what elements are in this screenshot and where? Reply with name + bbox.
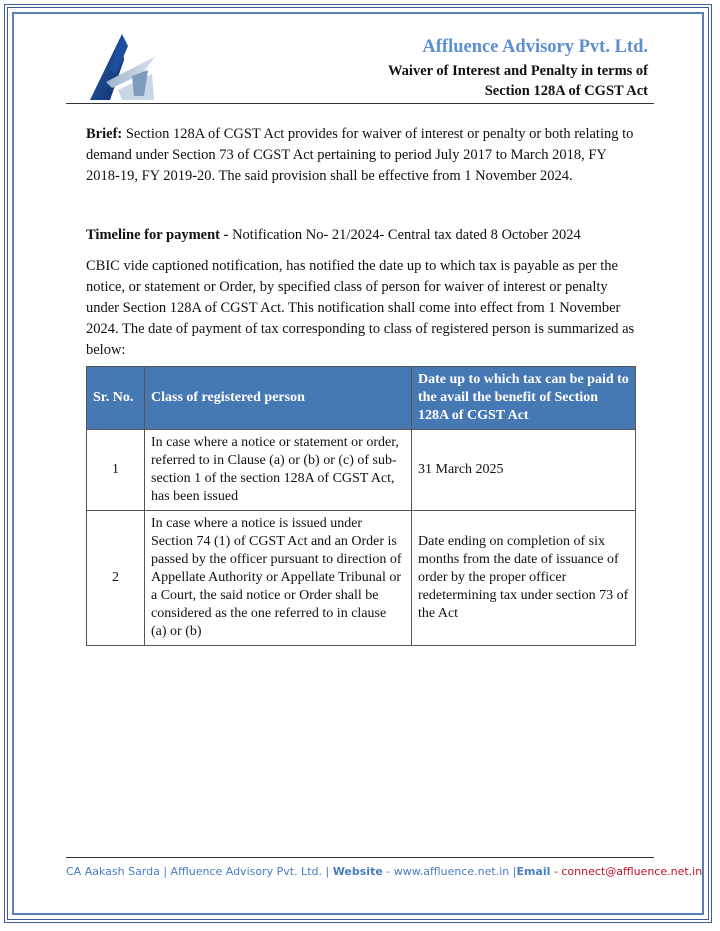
table-row <box>87 430 636 511</box>
brief-paragraph <box>86 124 636 187</box>
payment-dates-table <box>86 366 636 646</box>
row-sr-no: 2 <box>87 511 145 646</box>
header-divider <box>66 103 654 104</box>
table-header-row <box>87 367 636 430</box>
company-name: Affluence Advisory Pvt. Ltd. <box>422 37 648 57</box>
document-title-line2: Section 128A of CGST Act <box>484 83 648 99</box>
document-title <box>388 61 648 101</box>
triangle-logo-icon <box>82 30 162 102</box>
footer-website-label: Website <box>332 865 383 878</box>
brief-label: Brief: <box>86 126 123 142</box>
footer-name: CA Aakash Sarda | Affluence Advisory Pvt. Ltd. | <box>66 865 333 878</box>
timeline-label: Timeline for payment - <box>86 227 233 243</box>
timeline-text: Notification No- 21/2024- Central tax dated 8 October 2024 <box>232 227 581 243</box>
footer-website-link[interactable]: - www.affluence.net.in | <box>382 865 517 878</box>
header-date: Date up to which tax can be paid to the avail the benefit of Section 128A of CGST Act <box>412 367 636 430</box>
row-class: In case where a notice is issued under Section 74 (1) of CGST Act and an Order is passed by the officer pursuant to direction of Appellate Authority or Appellate Tribunal or a Court, the said notice or Order shall be considered as the one referred to in clause (a) or (b) <box>145 511 412 646</box>
header-class: Class of registered person <box>145 367 412 430</box>
footer <box>66 865 703 878</box>
footer-divider <box>66 857 654 858</box>
brief-text: Section 128A of CGST Act provides for waiver of interest or penalty or both relating to demand under Section 73 of CGST Act pertaining to period July 2017 to March 2018, FY 2018-19, FY 2019-20. The said provision shall be effective from 1 November 2024. <box>86 126 634 184</box>
table-row <box>87 511 636 646</box>
row-sr-no: 1 <box>87 430 145 511</box>
row-class: In case where a notice or statement or order, referred to in Clause (a) or (b) or (c) of sub-section 1 of the section 128A of CGST Act, has been issued <box>145 430 412 511</box>
footer-email-link[interactable]: - connect@affluence.net.in <box>550 865 703 878</box>
footer-email-label: Email <box>516 865 551 878</box>
document-title-line1: Waiver of Interest and Penalty in terms of <box>387 63 648 79</box>
timeline-paragraph <box>86 225 636 246</box>
header-sr-no: Sr. No. <box>87 367 145 430</box>
row-date: Date ending on completion of six months from the date of issuance of order by the proper officer redetermining tax under section 73 of the Act <box>412 511 636 646</box>
cbic-paragraph: CBIC vide captioned notification, has notified the date up to which tax is payable as per the notice, or statement or Order, by specified class of person for waiver of interest or penalty under Section 128A of CGST Act. This notification shall come into effect from 1 November 2024. The date of payment of tax corresponding to class of registered person is summarized as below: <box>86 258 635 358</box>
row-date: 31 March 2025 <box>412 430 636 511</box>
